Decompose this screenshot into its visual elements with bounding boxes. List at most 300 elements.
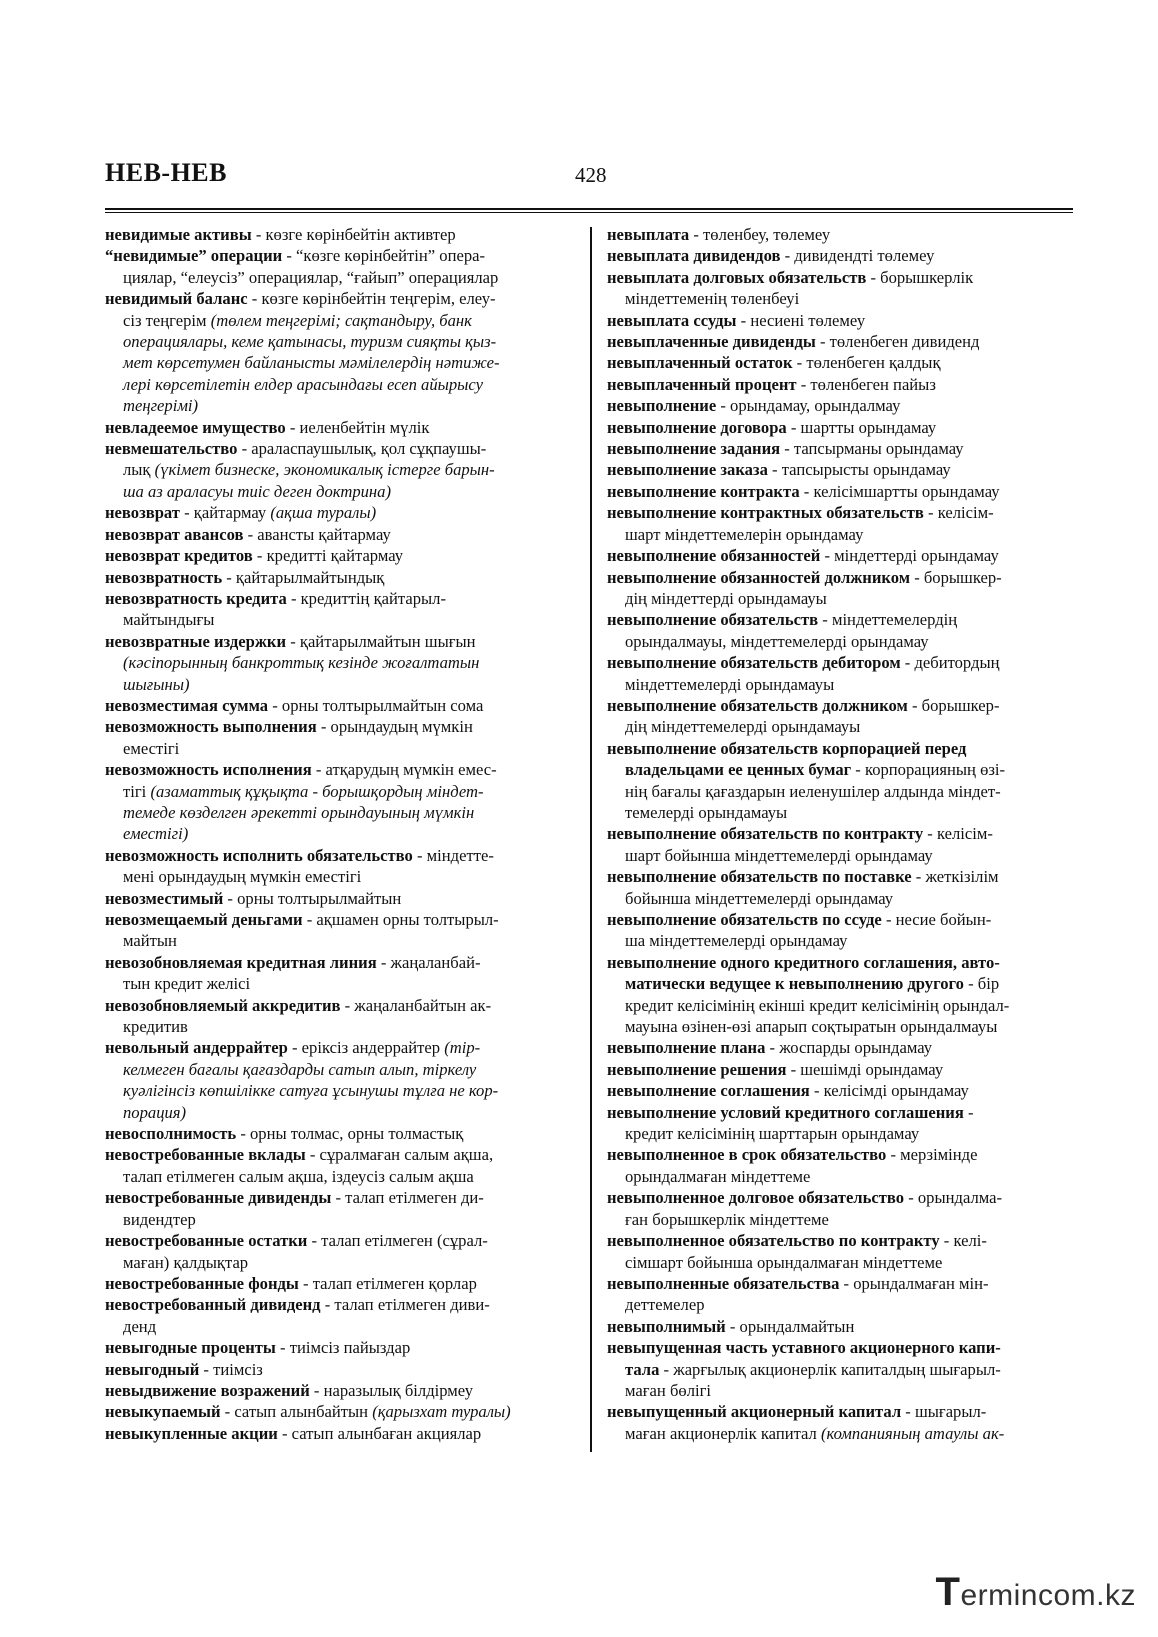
- dictionary-line: [105, 310, 575, 331]
- dictionary-line: [607, 502, 1075, 523]
- translation: - наразылық білдірмеу: [309, 1380, 474, 1400]
- translation: маған бөлігі: [625, 1380, 711, 1400]
- translation: орындалмауы, міндеттемелерді орындамау: [625, 631, 929, 651]
- translation: - көзге көрінбейтін теңгерім, елеу-: [247, 289, 496, 309]
- translation: - шешімді орындамау: [786, 1059, 944, 1079]
- translation: - несие бойын-: [881, 910, 992, 929]
- headword: невыплата долговых обязательств: [607, 267, 867, 287]
- headword: невыполнение обязательств по контракту: [607, 824, 924, 844]
- translation: - дебитордың: [900, 653, 1000, 673]
- dictionary-line: [105, 1401, 575, 1422]
- headword: невыполнение одного кредитного соглашения, авто-: [607, 952, 1000, 972]
- dictionary-line: [607, 738, 1075, 759]
- dictionary-line: [105, 674, 575, 695]
- dictionary-line: [105, 866, 575, 887]
- left-column: [105, 224, 575, 1444]
- page-number: 428: [575, 163, 607, 187]
- dictionary-line: [105, 524, 575, 545]
- dictionary-line: [105, 1037, 575, 1058]
- dictionary-line: [105, 224, 575, 245]
- headword: невозврат кредитов: [105, 546, 253, 566]
- dictionary-line: [105, 652, 575, 673]
- dictionary-line: [607, 1059, 1075, 1080]
- headword: невостребованные фонды: [105, 1273, 299, 1293]
- headword: невозможность исполнить обязательство: [105, 845, 413, 865]
- dictionary-line: [607, 481, 1075, 502]
- headword: невозможность выполнения: [105, 717, 317, 737]
- note: (тір-: [444, 1038, 481, 1058]
- headword-continued: матически ведущее к невыполнению другого: [625, 974, 964, 994]
- headword: невыдвижение возражений: [105, 1380, 310, 1400]
- dictionary-line: [607, 567, 1075, 588]
- translation: - борышкер-: [910, 567, 1002, 587]
- dictionary-line: [105, 1123, 575, 1144]
- dictionary-line: [607, 459, 1075, 480]
- dictionary-line: [105, 1102, 575, 1123]
- note: еместігі): [123, 824, 189, 844]
- translation: -: [963, 1102, 974, 1122]
- note: (кәсіпорынның банкроттық кезінде жоғалтатын: [123, 653, 480, 673]
- dictionary-line: [607, 631, 1075, 652]
- dictionary-line: [105, 845, 575, 866]
- dictionary-line: [105, 952, 575, 973]
- note: келмеген бағалы қағаздарды сатып алып, тіркелу: [123, 1059, 477, 1079]
- headword: невыполнимый: [607, 1316, 726, 1336]
- dictionary-line: [105, 930, 575, 951]
- headword: невыплата: [607, 225, 690, 244]
- dictionary-line: [105, 267, 575, 288]
- headword: невозобновляемая кредитная линия: [105, 952, 377, 972]
- headword: невыполненное в срок обязательство: [607, 1145, 887, 1165]
- dictionary-line: [105, 1337, 575, 1358]
- translation: міндеттеменің төленбеуі: [625, 289, 800, 309]
- note: куәлігінсіз көпшілікке сатуға ұсынушы тұлға не кор-: [123, 1081, 499, 1101]
- headword: невостребованные дивиденды: [105, 1188, 332, 1208]
- translation: мауына өзінен-өзі апарып соқтыратын орындалмауы: [625, 1017, 998, 1037]
- headword: невыкупленные акции: [105, 1423, 278, 1443]
- translation: - талап етілмеген (сұрал-: [307, 1231, 488, 1251]
- headword: невозвратность кредита: [105, 588, 287, 608]
- dictionary-line: [105, 738, 575, 759]
- dictionary-line: [607, 1294, 1075, 1315]
- note: темеде көзделген әрекетті орындауының мүмкін: [123, 802, 475, 822]
- translation: циялар, “елеусіз” операциялар, “ғайып” операциялар: [123, 267, 499, 287]
- translation: кредит келісімінің шарттарын орындамау: [625, 1124, 920, 1144]
- dictionary-line: [607, 1359, 1075, 1380]
- translation: - несиені төлемеу: [736, 310, 866, 330]
- translation: - авансты қайтармау: [243, 524, 391, 544]
- dictionary-line: [607, 374, 1075, 395]
- translation: ша міндеттемелерді орындамау: [625, 931, 848, 951]
- translation: - иеленбейтін мүлік: [285, 417, 430, 437]
- note: операциялары, кеме қатынасы, туризм сияқты қыз-: [123, 332, 497, 352]
- translation: - келісім-: [923, 503, 994, 523]
- translation: - мерзімінде: [886, 1145, 978, 1165]
- translation: мені орындаудың мүмкін еместігі: [123, 867, 362, 887]
- translation: - міндетте-: [412, 845, 494, 865]
- headword: невладеемое имущество: [105, 417, 286, 437]
- translation: майтын: [123, 931, 177, 951]
- headword: невыполнение контракта: [607, 481, 800, 501]
- headword: невозместимый: [105, 888, 224, 908]
- translation: - тиімсіз пайыздар: [275, 1338, 411, 1358]
- dictionary-line: [607, 652, 1075, 673]
- headword: невыполнение обязательств по ссуде: [607, 910, 882, 929]
- translation: тігі: [123, 781, 151, 801]
- translation: - сатып алынбаған акциялар: [277, 1423, 482, 1443]
- dictionary-line: [105, 802, 575, 823]
- dictionary-line: [607, 1273, 1075, 1294]
- translation: - талап етілмеген қорлар: [298, 1273, 477, 1293]
- headword: невыполнение обязанностей: [607, 546, 821, 566]
- note: мет көрсетумен байланысты мәмілелердің нәтиже-: [123, 353, 500, 373]
- dictionary-line: [105, 1080, 575, 1101]
- translation: - шартты орындамау: [786, 417, 937, 437]
- translation: - келі-: [939, 1231, 987, 1251]
- dictionary-line: [607, 1209, 1075, 1230]
- dictionary-line: [105, 973, 575, 994]
- note: (ақша туралы): [270, 503, 377, 523]
- translation: - бір: [963, 974, 1000, 994]
- headword: невыполнение условий кредитного соглашения: [607, 1102, 964, 1122]
- dictionary-line: [607, 888, 1075, 909]
- dictionary-line: [105, 374, 575, 395]
- right-column: [607, 224, 1075, 1444]
- translation: - міндеттемелердің: [818, 610, 958, 630]
- translation: ған борышкерлік міндеттеме: [625, 1209, 829, 1229]
- headword: невыпущенная часть уставного акционерного капи-: [607, 1338, 1001, 1358]
- dictionary-line: [105, 1359, 575, 1380]
- headword: невыпущенный акционерный капитал: [607, 1402, 902, 1422]
- translation: кредит келісімінің екінші кредит келісімінің орындал-: [625, 995, 1010, 1015]
- translation: - борышкер-: [907, 695, 1000, 715]
- headword: невыполнение договора: [607, 417, 787, 437]
- dictionary-line: [607, 1166, 1075, 1187]
- headword: невыполнение обязанностей должником: [607, 567, 911, 587]
- dictionary-line: [607, 1016, 1075, 1037]
- dictionary-line: [607, 823, 1075, 844]
- dictionary-line: [607, 288, 1075, 309]
- headword: невозврат: [105, 503, 180, 523]
- dictionary-line: [105, 609, 575, 630]
- dictionary-line: [105, 1187, 575, 1208]
- dictionary-line: [607, 973, 1075, 994]
- dictionary-line: [607, 1423, 1075, 1444]
- translation: - тапсырысты орындамау: [767, 460, 951, 480]
- dictionary-line: [105, 481, 575, 502]
- translation: сіз теңгерім: [123, 310, 211, 330]
- headword: невозместимая сумма: [105, 695, 269, 715]
- translation: - кредиттің қайтарыл-: [286, 588, 446, 608]
- translation: - төленбеу, төлемеу: [689, 225, 831, 244]
- terminco-watermark-logo: [936, 1570, 1136, 1615]
- headword: невозвратность: [105, 567, 223, 587]
- translation: - орындаудың мүмкін: [316, 717, 473, 737]
- translation: міндеттемелерді орындамауы: [625, 674, 835, 694]
- headword: невыплаченный остаток: [607, 353, 793, 373]
- dictionary-line: [105, 1316, 575, 1337]
- note: порация): [123, 1102, 187, 1122]
- translation: - орны толтырылмайтын сома: [268, 695, 484, 715]
- translation: тын кредит желісі: [123, 974, 251, 994]
- watermark-text: ermincom.kz: [960, 1579, 1136, 1612]
- dictionary-line: [105, 245, 575, 266]
- headword: невыполнение обязательств корпорацией перед: [607, 738, 967, 758]
- dictionary-line: [105, 995, 575, 1016]
- dictionary-line: [105, 823, 575, 844]
- headword: невозобновляемый аккредитив: [105, 995, 341, 1015]
- dictionary-line: [607, 267, 1075, 288]
- translation: - тиімсіз: [199, 1359, 263, 1379]
- headword: невыгодный: [105, 1359, 200, 1379]
- dictionary-line: [607, 781, 1075, 802]
- watermark-t: T: [935, 1570, 961, 1614]
- translation: - жоспарды орындамау: [765, 1038, 933, 1058]
- dictionary-line: [105, 1016, 575, 1037]
- translation: - қайтармау: [179, 503, 271, 523]
- headword: невыгодные проценты: [105, 1338, 276, 1358]
- dictionary-line: [607, 609, 1075, 630]
- headword: невыкупаемый: [105, 1402, 221, 1422]
- dictionary-line: [105, 417, 575, 438]
- headword: невыполнение задания: [607, 439, 781, 459]
- dictionary-line: [105, 1273, 575, 1294]
- translation: дің міндеттемелерді орындамауы: [625, 717, 861, 737]
- dictionary-line: [105, 1252, 575, 1273]
- dictionary-line: [105, 1294, 575, 1315]
- translation: шарт бойынша міндеттемелерді орындамау: [625, 845, 933, 865]
- headword: невыполненное долговое обязательство: [607, 1188, 905, 1208]
- translation: - орындалма-: [904, 1188, 1003, 1208]
- headword: невыполнение обязательств: [607, 610, 819, 630]
- translation: - жеткізілім: [911, 867, 999, 887]
- translation: - орны толтырылмайтын: [223, 888, 402, 908]
- note: ша аз араласуы тиіс деген доктрина): [123, 481, 391, 501]
- dictionary-line: [607, 1102, 1075, 1123]
- headword: невыполнение обязательств по поставке: [607, 867, 912, 887]
- translation: - араласпаушылық, қол сұқпаушы-: [237, 439, 487, 459]
- headword: невозвратные издержки: [105, 631, 287, 651]
- dictionary-line: [105, 331, 575, 352]
- note: (компанияның атаулы ак-: [820, 1423, 1005, 1443]
- dictionary-line: [105, 909, 575, 930]
- translation: орындалмаған міндеттеме: [625, 1166, 811, 1186]
- dictionary-line: [105, 588, 575, 609]
- dictionary-line: [607, 1080, 1075, 1101]
- dictionary-line: [607, 224, 1075, 245]
- dictionary-line: [607, 674, 1075, 695]
- translation: - қайтарылмайтындық: [222, 567, 385, 587]
- note: лері көрсетілетін елдер арасындағы есеп айырысу: [123, 374, 484, 394]
- headword: невыплаченный процент: [607, 374, 797, 394]
- translation: талап етілмеген салым ақша, іздеусіз салым ақша: [123, 1166, 474, 1186]
- header-rule-thin: [105, 212, 1073, 213]
- dictionary-line: [607, 1187, 1075, 1208]
- dictionary-line: [607, 1337, 1075, 1358]
- translation: - сұралмаған салым ақша,: [305, 1145, 494, 1165]
- translation: - төленбеген пайыз: [796, 374, 936, 394]
- translation: - төленбеген дивиденд: [815, 332, 980, 352]
- headword: невостребованный дивиденд: [105, 1295, 321, 1315]
- translation: кредитив: [123, 1017, 188, 1037]
- dictionary-line: [607, 845, 1075, 866]
- translation: видендтер: [123, 1209, 196, 1229]
- translation: нің бағалы қағаздарын иеленушілер алдында міндет-: [625, 781, 1001, 801]
- note: теңгерімі): [123, 396, 199, 416]
- headword: невыплата ссуды: [607, 310, 737, 330]
- translation: - жаңаланбай-: [376, 952, 481, 972]
- headword: невыполнение: [607, 396, 717, 416]
- headword: невыполненное обязательство по контракту: [607, 1231, 940, 1251]
- dictionary-line: [607, 331, 1075, 352]
- translation: - сатып алынбайтын: [220, 1402, 373, 1422]
- dictionary-line: [607, 695, 1075, 716]
- dictionary-line: [105, 1380, 575, 1401]
- headword: невыплаченные дивиденды: [607, 332, 816, 352]
- headword: невыплата дивидендов: [607, 246, 781, 266]
- dictionary-line: [607, 588, 1075, 609]
- translation: - еріксіз андеррайтер: [287, 1038, 445, 1058]
- header-rule: [105, 208, 1073, 210]
- dictionary-line: [607, 1230, 1075, 1251]
- dictionary-line: [607, 759, 1075, 780]
- page-header-title: НЕВ-НЕВ: [105, 158, 227, 187]
- translation: - жаңаланбайтын ак-: [340, 995, 492, 1015]
- dictionary-line: [105, 1166, 575, 1187]
- translation: сімшарт бойынша орындалмаған міндеттеме: [625, 1252, 943, 1272]
- headword: невыполненные обязательства: [607, 1273, 840, 1293]
- translation: лық: [123, 460, 155, 480]
- column-divider: [590, 227, 592, 1452]
- translation: - қайтарылмайтын шығын: [286, 631, 476, 651]
- dictionary-line: [105, 502, 575, 523]
- translation: - кредитті қайтармау: [252, 546, 404, 566]
- dictionary-line: [105, 716, 575, 737]
- headword: невыполнение обязательств должником: [607, 695, 908, 715]
- dictionary-line: [607, 352, 1075, 373]
- dictionary-line: [105, 1423, 575, 1444]
- dictionary-line: [607, 1144, 1075, 1165]
- dictionary-line: [607, 930, 1075, 951]
- dictionary-line: [607, 310, 1075, 331]
- translation: - орындамау, орындалмау: [716, 396, 901, 416]
- dictionary-line: [105, 567, 575, 588]
- headword: невыполнение обязательств дебитором: [607, 653, 901, 673]
- translation: - дивидендті төлемеу: [780, 246, 935, 266]
- dictionary-line: [105, 1230, 575, 1251]
- headword: невыполнение плана: [607, 1038, 766, 1058]
- translation: дің міндеттерді орындамауы: [625, 588, 827, 608]
- dictionary-line: [607, 866, 1075, 887]
- headword: невидимые активы: [105, 225, 252, 244]
- headword: невозмещаемый деньгами: [105, 910, 303, 929]
- note: (төлем теңгерімі; сақтандыру, банк: [210, 310, 472, 330]
- dictionary-line: [607, 524, 1075, 545]
- dictionary-line: [105, 395, 575, 416]
- translation: - ақшамен орны толтырыл-: [302, 910, 499, 929]
- dictionary-line: [105, 695, 575, 716]
- headword: невыполнение заказа: [607, 460, 768, 480]
- translation: шарт міндеттемелерін орындамау: [625, 524, 864, 544]
- note: (азаматтық құқықта - борышқордың міндет-: [150, 781, 484, 801]
- dictionary-line: [105, 1209, 575, 1230]
- dictionary-line: [105, 1059, 575, 1080]
- translation: деттемелер: [625, 1295, 705, 1315]
- translation: - орындалмайтын: [725, 1316, 855, 1336]
- dictionary-line: [607, 1252, 1075, 1273]
- dictionary-line: [607, 802, 1075, 823]
- translation: - атқарудың мүмкін емес-: [311, 760, 497, 780]
- dictionary-line: [105, 352, 575, 373]
- dictionary-line: [607, 952, 1075, 973]
- dictionary-line: [607, 716, 1075, 737]
- translation: - келісім-: [923, 824, 993, 844]
- dictionary-line: [105, 459, 575, 480]
- translation: еместігі: [123, 738, 180, 758]
- translation: - келісімшартты орындамау: [799, 481, 1000, 501]
- translation: - міндеттерді орындамау: [820, 546, 999, 566]
- headword: невозможность исполнения: [105, 760, 312, 780]
- headword: невыполнение соглашения: [607, 1081, 810, 1101]
- dictionary-line: [105, 888, 575, 909]
- dictionary-line: [105, 1144, 575, 1165]
- headword: невозврат авансов: [105, 524, 244, 544]
- headword: невыполнение контрактных обязательств: [607, 503, 924, 523]
- dictionary-line: [607, 1380, 1075, 1401]
- headword-continued: владельцами ее ценных бумаг: [625, 760, 852, 780]
- translation: маған) қалдықтар: [123, 1252, 249, 1272]
- translation: темелерді орындамауы: [625, 802, 788, 822]
- dictionary-line: [607, 1123, 1075, 1144]
- headword: невостребованные остатки: [105, 1231, 308, 1251]
- dictionary-line: [607, 417, 1075, 438]
- translation: - борышкерлік: [866, 267, 974, 287]
- dictionary-line: [607, 995, 1075, 1016]
- dictionary-line: [607, 1037, 1075, 1058]
- translation: - “көзге көрінбейтін” опера-: [282, 246, 486, 266]
- dictionary-line: [607, 545, 1075, 566]
- translation: - тапсырманы орындамау: [780, 439, 964, 459]
- dictionary-line: [607, 245, 1075, 266]
- dictionary-line: [105, 781, 575, 802]
- dictionary-line: [607, 395, 1075, 416]
- note: шығыны): [123, 674, 190, 694]
- translation: - корпорацияның өзі-: [851, 760, 1006, 780]
- headword: невостребованные вклады: [105, 1145, 306, 1165]
- translation: майтындығы: [123, 610, 215, 630]
- dictionary-line: [105, 545, 575, 566]
- dictionary-line: [607, 1316, 1075, 1337]
- translation: - көзге көрінбейтін активтер: [251, 225, 456, 244]
- translation: денд: [123, 1316, 157, 1336]
- headword: невыполнение решения: [607, 1059, 787, 1079]
- translation: маған акционерлік капитал: [625, 1423, 821, 1443]
- dictionary-line: [105, 438, 575, 459]
- headword: невосполнимость: [105, 1124, 237, 1144]
- note: (үкімет бизнеске, экономикалық істерге барын-: [154, 460, 495, 480]
- headword: невольный андеррайтер: [105, 1038, 288, 1058]
- translation: бойынша міндеттемелерді орындамау: [625, 888, 894, 908]
- dictionary-line: [607, 909, 1075, 930]
- dictionary-line: [607, 1401, 1075, 1422]
- dictionary-line: [105, 288, 575, 309]
- translation: - орны толмас, орны толмастық: [236, 1124, 464, 1144]
- headword: невмешательство: [105, 439, 238, 459]
- headword: “невидимые” операции: [105, 246, 283, 266]
- note: (қарызхат туралы): [372, 1402, 511, 1422]
- headword-continued: тала: [625, 1359, 660, 1379]
- translation: - талап етілмеген диви-: [320, 1295, 490, 1315]
